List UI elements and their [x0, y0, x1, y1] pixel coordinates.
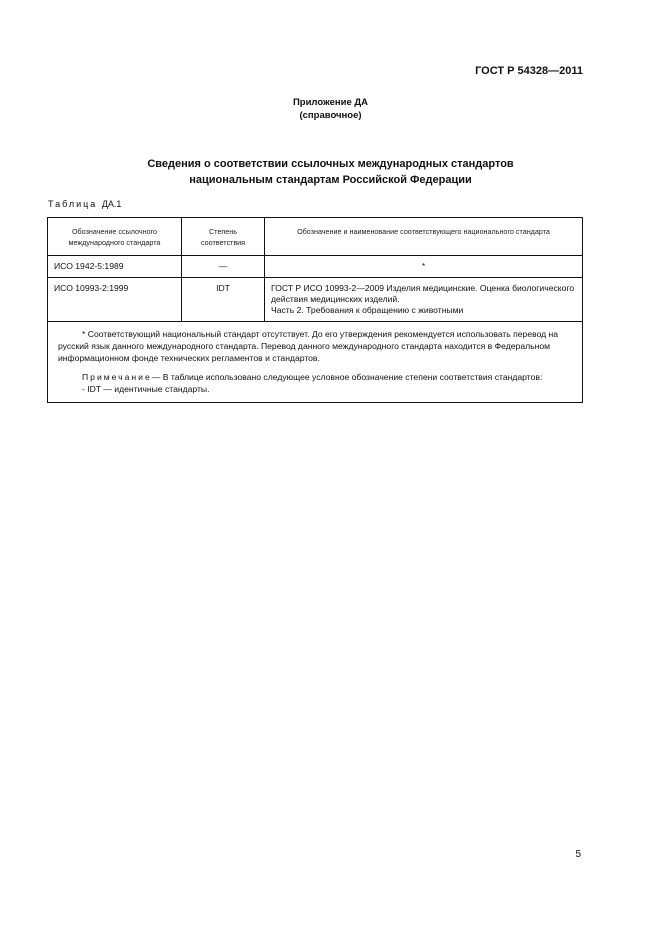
footnote-text: * Соответствующий национальный стандарт отсутствует. До его утверждения рекомендуется использовать перевод на русский язык данного международного стандарта. Перевод данного международного стандарта находится в Федеральном информационном фонде технических регламентов и стандартов. — [58, 329, 559, 363]
cell-reference: ИСО 1942-5:1989 — [48, 256, 182, 278]
document-code: ГОСТ Р 54328—2011 — [475, 65, 583, 77]
national-standard-title: ГОСТ Р ИСО 10993-2—2009 Изделия медицинские. Оценка биологического действия медицинских изделий. — [271, 283, 575, 304]
header-reference-standard: Обозначение ссылочного международного стандарта — [48, 218, 182, 256]
note-label: Примечание — [82, 372, 152, 382]
cell-reference: ИСО 10993-2:1999 — [48, 278, 182, 322]
table-footer-row — [48, 322, 583, 403]
section-title-line2: национальным стандартам Российской Федерации — [189, 174, 472, 186]
note-text: — В таблице использовано следующее условное обозначение степени соответствия стандартов: — [151, 372, 543, 382]
note-item: - IDT — идентичные стандарты. — [82, 384, 210, 394]
note-paragraph — [58, 371, 574, 383]
table-row — [48, 256, 583, 278]
table-row — [48, 278, 583, 322]
page-number: 5 — [575, 849, 581, 860]
table-label — [48, 199, 121, 209]
section-title-line1: Сведения о соответствии ссылочных международных стандартов — [147, 158, 514, 170]
annex-title: Приложение ДА — [292, 97, 369, 108]
table-header-row — [48, 218, 583, 256]
table-label-number: ДА.1 — [101, 199, 122, 209]
table-footnotes — [48, 322, 583, 403]
cell-degree: IDT — [182, 278, 265, 322]
correspondence-table — [47, 217, 583, 403]
header-degree: Степень соответствия — [182, 218, 265, 256]
cell-national: * — [265, 256, 583, 278]
national-standard-part: Часть 2. Требования к обращению с животными — [271, 305, 464, 315]
header-national-standard: Обозначение и наименование соответствующего национального стандарта — [265, 218, 583, 256]
table-label-word: Таблица — [48, 199, 98, 209]
cell-national — [265, 278, 583, 322]
cell-degree: — — [182, 256, 265, 278]
annex-subtitle: (справочное) — [299, 110, 362, 121]
